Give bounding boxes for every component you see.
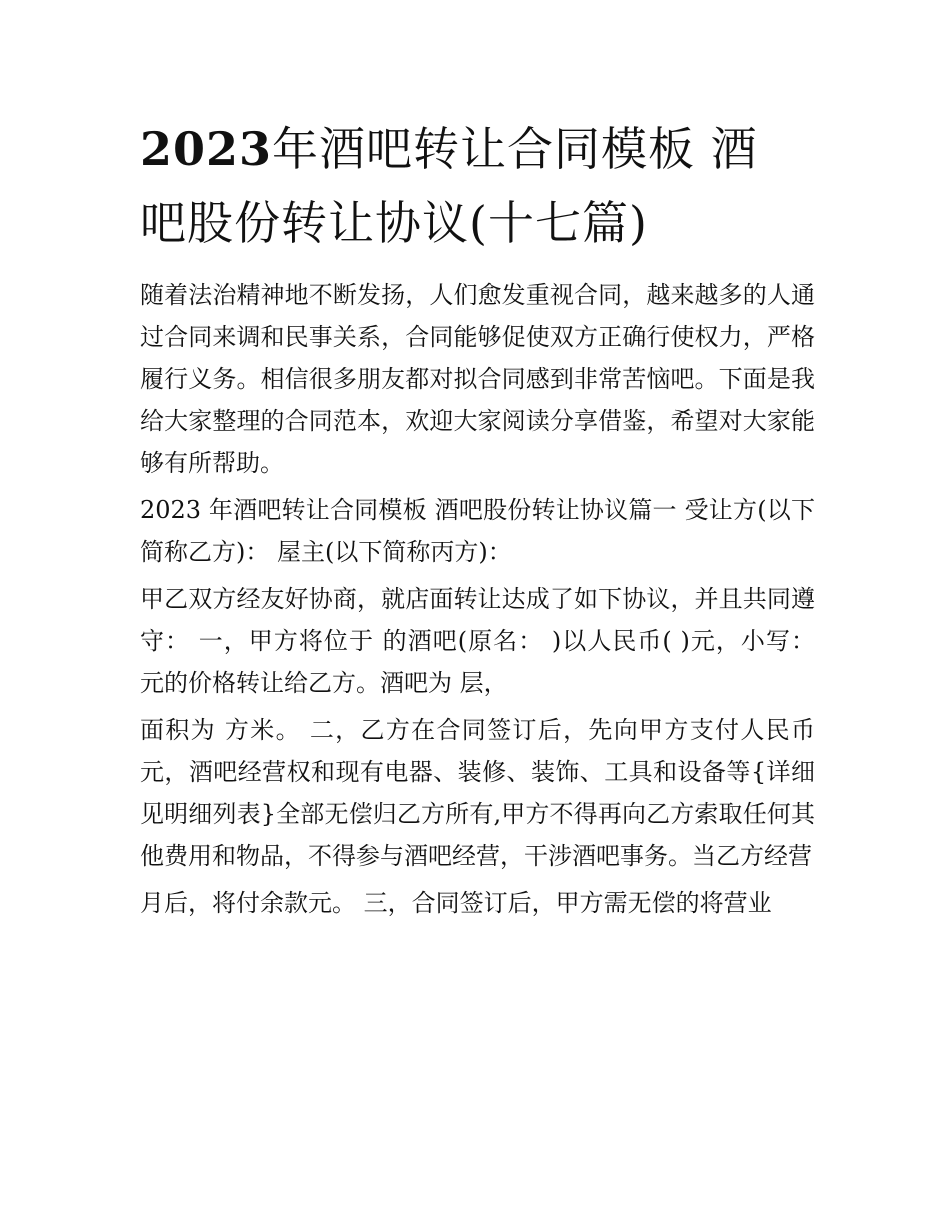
agreement-paragraph-1: 甲乙双方经友好协商，就店面转让达成了如下协议，并且共同遵守： 一，甲方将位于 的酒吧(原名： )以人民币( )元，小写： 元的价格转让给乙方。酒吧为 层， — [140, 585, 815, 697]
section-heading-paragraph: 2023 年酒吧转让合同模板 酒吧股份转让协议篇一 受让方(以下简称乙方)： 屋主(以下简称丙方)： — [140, 496, 815, 566]
title-line-1: 年酒吧转让合同模板 酒 — [272, 122, 758, 176]
agreement-paragraph-3: 月后，将付余款元。 三，合同签订后，甲方需无偿的将营业 — [140, 889, 772, 917]
title-year: 2023 — [140, 122, 273, 176]
document-title — [140, 112, 815, 260]
intro-paragraph: 随着法治精神地不断发扬，人们愈发重视合同，越来越多的人通过合同来调和民事关系，合同能够促使双方正确行使权力，严格履行义务。相信很多朋友都对拟合同感到非常苦恼吧。下面是我给大家整理的合同范本，欢迎大家阅读分享借鉴，希望对大家能够有所帮助。 — [140, 281, 815, 477]
title-line-2: 吧股份转让协议(十七篇) — [140, 196, 648, 250]
document-content — [140, 112, 815, 929]
agreement-paragraph-2: 面积为 方米。 二，乙方在合同签订后，先向甲方支付人民币 元，酒吧经营权和现有电器、装修、装饰、工具和设备等{详细见明细列表}全部无偿归乙方所有,甲方不得再向乙方索取任何其他费用和物品，不得参与酒吧经营，干涉酒吧事务。当乙方经营 — [140, 716, 815, 870]
